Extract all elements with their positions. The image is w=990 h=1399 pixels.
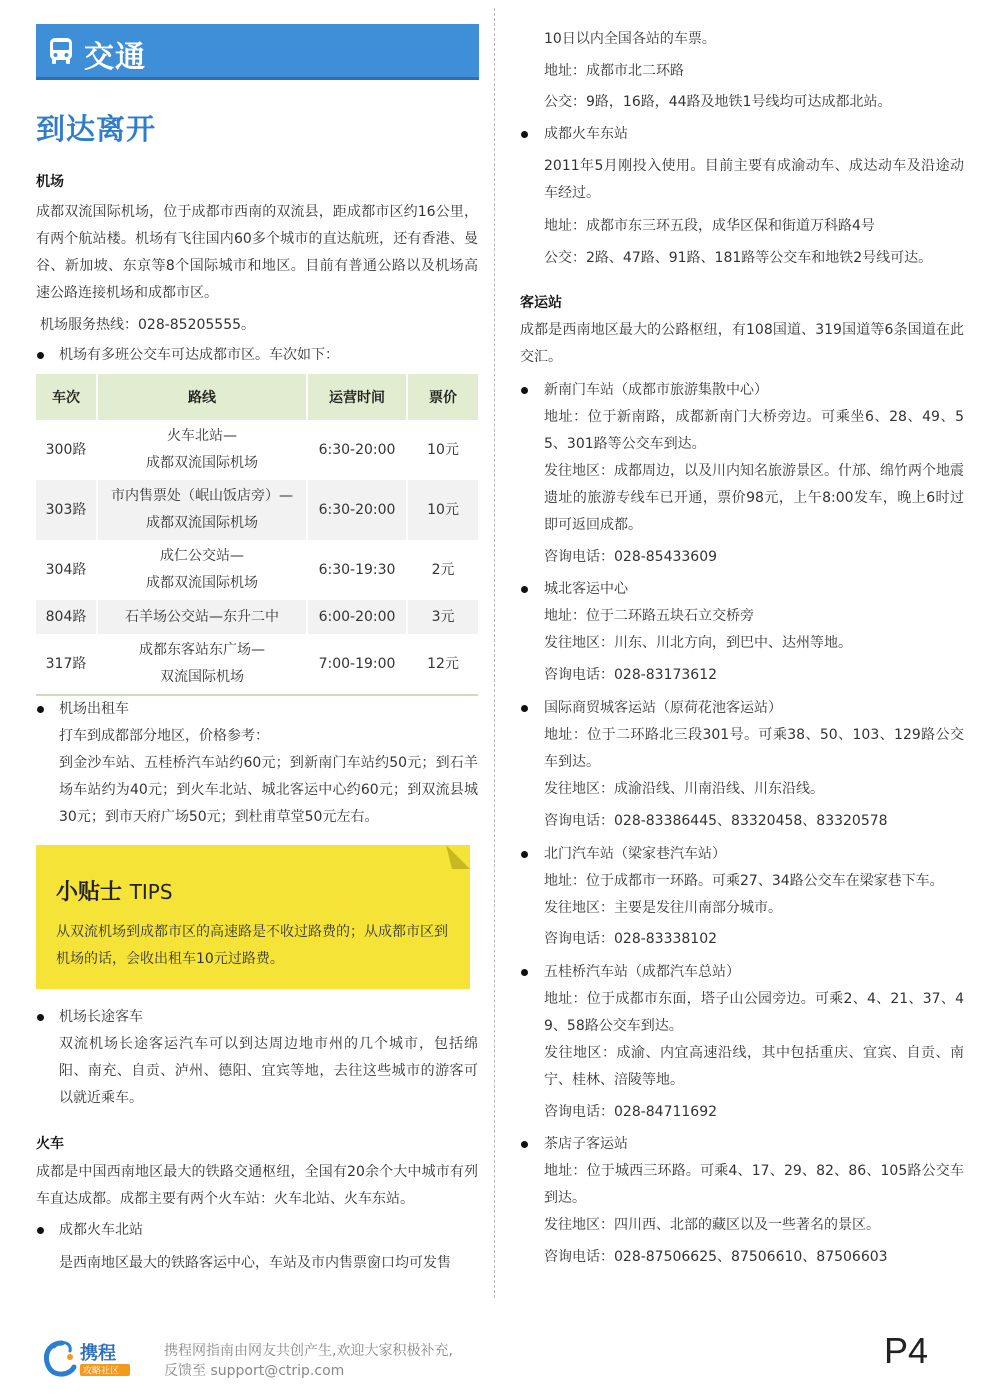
- station-phone: 咨询电话：028-83338102: [544, 931, 718, 947]
- bus-no: 303路: [36, 480, 97, 540]
- bullet-dot: [521, 131, 528, 138]
- station-phone: 咨询电话：028-85433609: [544, 549, 718, 565]
- east-station-desc: 2011年5月刚投入使用。目前主要有成渝动车、成达动车及沿途动车经过。: [544, 158, 964, 201]
- station-title: 五桂桥汽车站（成都汽车总站）: [544, 964, 740, 980]
- section-title: 交通: [84, 40, 146, 75]
- tips-text: 从双流机场到成都市区的高速路是不收过路费的；从成都市区到机场的话，会收出租车10元过路费。: [56, 924, 448, 967]
- station-dest: 发往地区：成都周边，以及川内知名旅游景区。什邡、绵竹两个地震遗址的旅游专线车已开通，票价98元，上午8:00发车，晚上6时过即可返回成都。: [544, 463, 964, 533]
- taxi-prices: 到金沙车站、五桂桥汽车站约60元；到新南门车站约50元；到石羊场车站约为40元；到火车北站、城北客运中心约60元；到双流县城30元；到市天府广场50元；到杜甫草堂50元左右。: [59, 755, 478, 825]
- station-phone: 咨询电话：028-84711692: [544, 1104, 718, 1120]
- station-title: 北门汽车站（梁家巷汽车站）: [544, 846, 726, 862]
- footer-note: [164, 1341, 453, 1381]
- bus-route: 石羊场公交站—东升二中: [97, 600, 307, 634]
- table-header-row: [36, 374, 478, 420]
- bullet-dot: [37, 706, 44, 713]
- coach-station-heading: 客运站: [520, 295, 562, 311]
- airport-hotline: 机场服务热线：028-85205555。: [40, 317, 256, 333]
- bullet-dot: [521, 1141, 528, 1148]
- table-row: [36, 480, 478, 540]
- bullet-dot: [521, 969, 528, 976]
- bullet-dot: [37, 1227, 44, 1234]
- ctrip-logo: [40, 1337, 155, 1377]
- bus-no: 300路: [36, 420, 97, 480]
- bus-time: 6:30-20:00: [307, 480, 407, 540]
- station-dest: 发往地区：川东、川北方向，到巴中、达州等地。: [544, 635, 852, 651]
- table-header-route: 路线: [97, 374, 307, 420]
- coach-title: 机场长途客车: [59, 1009, 143, 1025]
- bus-time: 6:30-20:00: [307, 420, 407, 480]
- station-address: 地址：位于城西三环路。可乘4、17、29、82、86、105路公交车到达。: [544, 1163, 964, 1206]
- bus-route: 成仁公交站— 成都双流国际机场: [97, 540, 307, 600]
- bus-icon: [48, 37, 74, 65]
- bus-no: 304路: [36, 540, 97, 600]
- bus-price: 12元: [407, 634, 478, 695]
- station-title: 城北客运中心: [544, 581, 628, 597]
- bus-time: 6:00-20:00: [307, 600, 407, 634]
- east-station-title: 成都火车东站: [544, 126, 628, 142]
- table-header-time: 运营时间: [307, 374, 407, 420]
- bus-price: 3元: [407, 600, 478, 634]
- station-address: 地址：位于新南路，成都新南门大桥旁边。可乘坐6、28、49、55、301路等公交车到达。: [544, 409, 964, 452]
- taxi-intro: 打车到成都部分地区，价格参考：: [59, 728, 269, 744]
- bullet-dot: [521, 705, 528, 712]
- north-station-desc-cont: 10日以内全国各站的车票。: [544, 31, 716, 47]
- bus-route: 市内售票处（岷山饭店旁）— 成都双流国际机场: [97, 480, 307, 540]
- taxi-title: 机场出租车: [59, 701, 129, 717]
- station-dest: 发往地区：四川西、北部的藏区以及一些著名的景区。: [544, 1217, 880, 1233]
- bus-price: 2元: [407, 540, 478, 600]
- column-divider: [494, 8, 495, 1298]
- airport-bus-bullet: 机场有多班公交车可达成都市区。车次如下：: [59, 347, 339, 363]
- bullet-dot: [521, 851, 528, 858]
- station-dest: 发往地区：成渝、内宜高速沿线，其中包括重庆、宜宾、自贡、南宁、桂林、涪陵等地。: [544, 1045, 964, 1088]
- coach-text: 双流机场长途客运汽车可以到达周边地市州的几个城市，包括绵阳、南充、自贡、泸州、德阳、宜宾等地，去往这些城市的游客可以就近乘车。: [59, 1036, 478, 1106]
- station-title: 国际商贸城客运站（原荷花池客运站）: [544, 700, 782, 716]
- north-station-title: 成都火车北站: [59, 1222, 143, 1238]
- station-address: 地址：位于成都市东面，塔子山公园旁边。可乘2、4、21、37、49、58路公交车到达。: [544, 991, 964, 1034]
- north-station-desc: 是西南地区最大的铁路客运中心，车站及市内售票窗口均可发售: [59, 1255, 451, 1271]
- station-address: 地址：位于二环路北三段301号。可乘38、50、103、129路公交车到达。: [544, 727, 964, 770]
- station-address: 地址：位于二环路五块石立交桥旁: [544, 608, 754, 624]
- table-row: [36, 540, 478, 600]
- north-station-address: 地址：成都市北二环路: [544, 63, 684, 79]
- east-station-address: 地址：成都市东三环五段，成华区保和街道万科路4号: [544, 218, 875, 234]
- coach-station-intro: 成都是西南地区最大的公路枢纽，有108国道、319国道等6条国道在此交汇。: [520, 322, 964, 365]
- bus-route: 火车北站— 成都双流国际机场: [97, 420, 307, 480]
- station-phone: 咨询电话：028-83173612: [544, 667, 718, 683]
- airport-heading: 机场: [36, 174, 64, 190]
- folded-corner-icon: [446, 845, 470, 869]
- north-station-bus: 公交：9路，16路，44路及地铁1号线均可达成都北站。: [544, 94, 892, 110]
- table-header-price: 票价: [407, 374, 478, 420]
- east-station-bus: 公交：2路、47路、91路、181路等公交车和地铁2号线可达。: [544, 250, 933, 266]
- station-dest: 发往地区：主要是发往川南部分城市。: [544, 900, 782, 916]
- tips-box: [36, 845, 470, 989]
- airport-intro: 成都双流国际机场，位于成都市西南的双流县，距成都市区约16公里，有两个航站楼。机场有飞往国内60多个城市的直达航班，还有香港、曼谷、新加坡、东京等8个国际城市和地区。目前有普通公路以及机场高速公路连接机场和成都市区。: [36, 204, 478, 301]
- bus-price: 10元: [407, 420, 478, 480]
- bullet-dot: [521, 387, 528, 394]
- bus-time: 7:00-19:00: [307, 634, 407, 695]
- bullet-dot: [37, 352, 44, 359]
- page-title: 到达离开: [36, 112, 157, 146]
- tips-title: 小贴士 TIPS: [56, 880, 173, 905]
- bus-price: 10元: [407, 480, 478, 540]
- footer-line-1: 携程网指南由网友共创产生,欢迎大家积极补充,: [164, 1343, 453, 1359]
- station-address: 地址：位于成都市一环路。可乘27、34路公交车在梁家巷下车。: [544, 873, 944, 889]
- train-heading: 火车: [36, 1136, 64, 1152]
- bus-time: 6:30-19:30: [307, 540, 407, 600]
- airport-bus-table: [36, 374, 478, 696]
- station-phone: 咨询电话：028-83386445、83320458、83320578: [544, 813, 888, 829]
- station-dest: 发往地区：成渝沿线、川南沿线、川东沿线。: [544, 781, 824, 797]
- svg-text:攻略社区: 攻略社区: [83, 1366, 120, 1377]
- bus-no: 317路: [36, 634, 97, 695]
- section-header: [36, 24, 479, 80]
- table-row: [36, 420, 478, 480]
- bullet-dot: [521, 586, 528, 593]
- svg-text:携程: 携程: [80, 1343, 116, 1364]
- bus-route: 成都东客站东广场— 双流国际机场: [97, 634, 307, 695]
- table-header-no: 车次: [36, 374, 97, 420]
- page-number: P4: [884, 1330, 929, 1371]
- bus-no: 804路: [36, 600, 97, 634]
- footer-line-2[interactable]: 反馈至 support@ctrip.com: [164, 1363, 345, 1379]
- train-intro: 成都是中国西南地区最大的铁路交通枢纽，全国有20余个大中城市有列车直达成都。成都主要有两个火车站：火车北站、火车东站。: [36, 1164, 478, 1207]
- station-phone: 咨询电话：028-87506625、87506610、87506603: [544, 1249, 888, 1265]
- station-title: 茶店子客运站: [544, 1136, 628, 1152]
- table-row: [36, 600, 478, 634]
- station-title: 新南门车站（成都市旅游集散中心）: [544, 382, 768, 398]
- table-row: [36, 634, 478, 695]
- bullet-dot: [37, 1014, 44, 1021]
